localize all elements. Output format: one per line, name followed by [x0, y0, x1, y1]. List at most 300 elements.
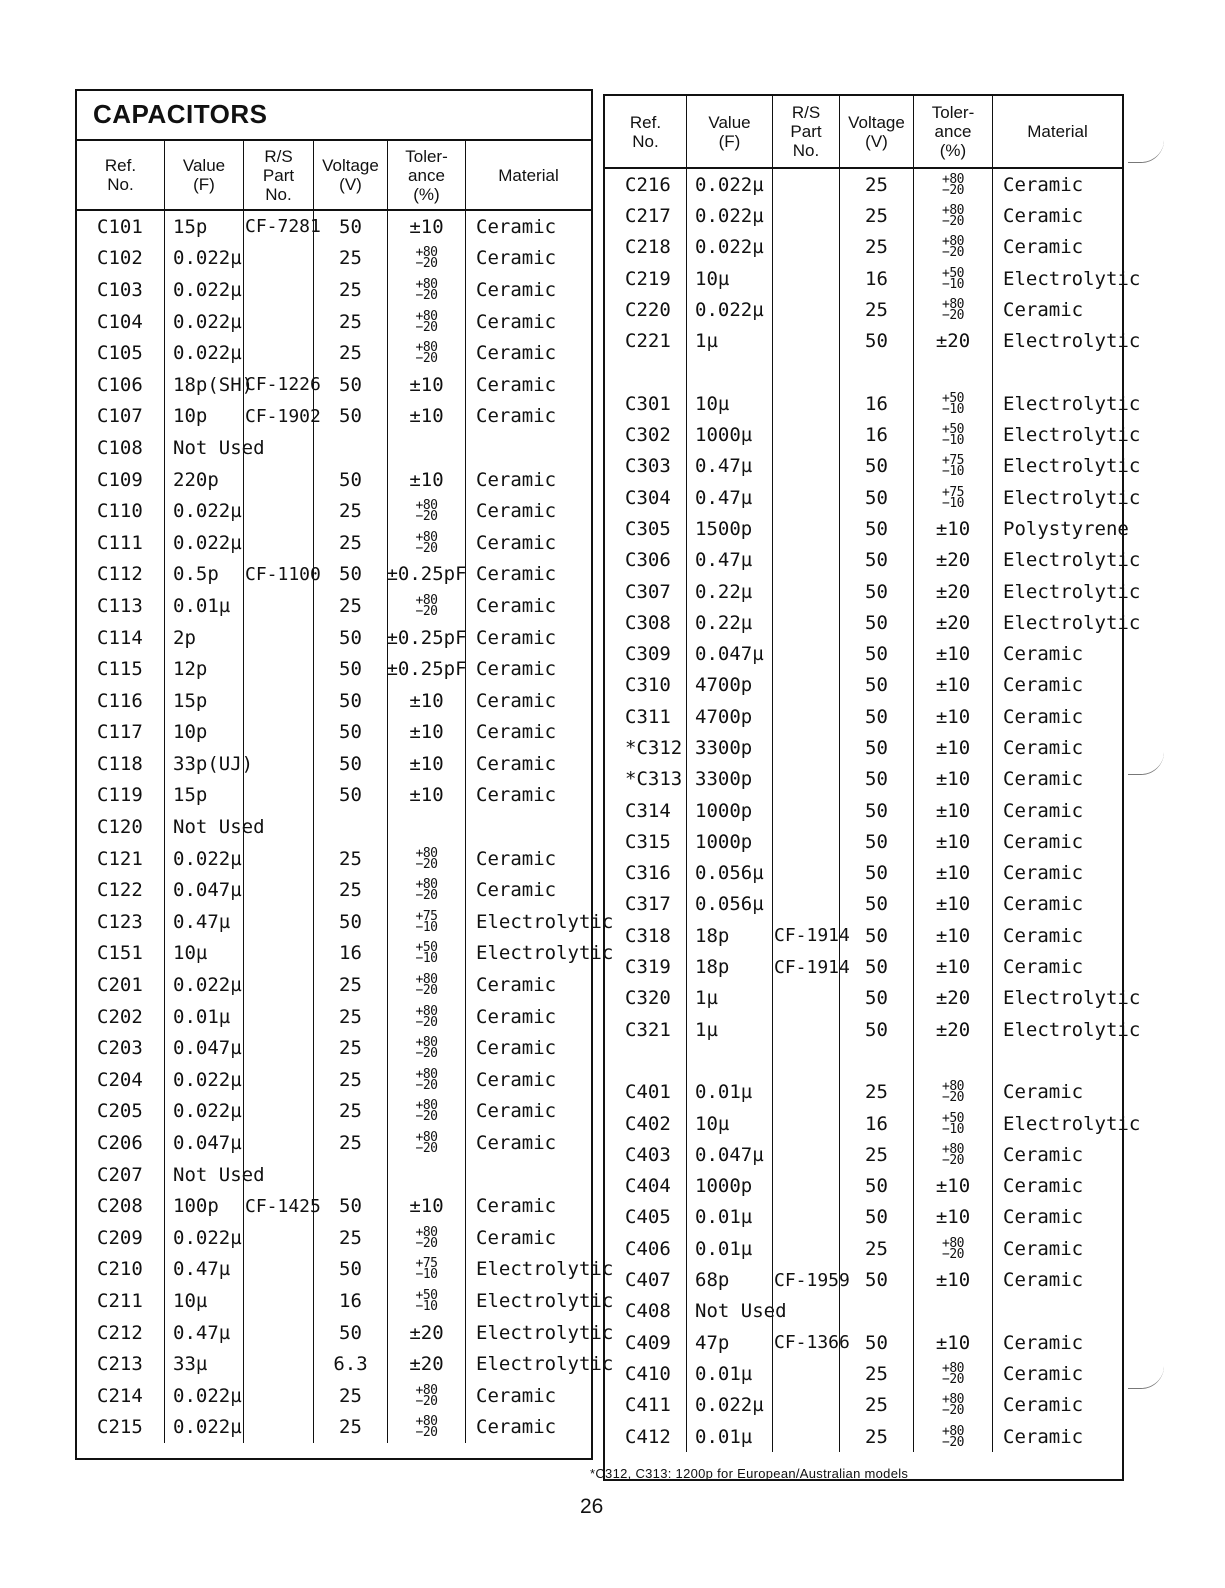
cell-material: Ceramic — [1003, 705, 1084, 728]
cell-tolerance — [388, 1412, 466, 1444]
cell-tolerance: ±10 — [388, 685, 466, 717]
cell-tolerance: ±10 — [388, 464, 466, 496]
cell-value: 0.47µ — [687, 451, 773, 482]
cell-tolerance: ±20 — [914, 1014, 993, 1045]
cell-material: Electrolytic — [1003, 330, 1141, 353]
cell-value: 0.022µ — [687, 294, 773, 325]
cell-value: 0.022µ — [687, 1390, 773, 1421]
cell-tolerance — [388, 590, 466, 622]
table-row — [77, 243, 591, 275]
header-material: Material — [1027, 122, 1088, 141]
cell-voltage: 50 — [314, 1254, 388, 1286]
cell-value: 0.022µ — [687, 169, 773, 200]
cell-tolerance: ±10 — [388, 780, 466, 812]
cell-voltage: 50 — [314, 211, 388, 243]
table-row — [77, 843, 591, 875]
cell-ref: C123 — [77, 906, 165, 938]
cell-part — [244, 306, 314, 338]
table-row — [605, 1202, 1122, 1233]
cell-material — [466, 1159, 591, 1191]
cell-part: CF-1959 — [773, 1264, 840, 1295]
cell-material: Ceramic — [1003, 298, 1084, 321]
cell-voltage: 50 — [314, 748, 388, 780]
cell-ref: C220 — [605, 294, 687, 325]
cell-value: 33µ — [165, 1348, 244, 1380]
tolerance-range: +80 −20 — [415, 245, 438, 272]
table-row — [605, 1296, 1122, 1327]
cell-part — [244, 811, 314, 843]
table-row — [77, 969, 591, 1001]
table-row — [77, 906, 614, 938]
table-row — [605, 826, 1122, 857]
cell-ref: C304 — [605, 482, 687, 513]
table-row — [605, 513, 1129, 544]
cell-ref: C307 — [605, 576, 687, 607]
header-voltage: Voltage (V) — [840, 96, 914, 167]
cell-part — [773, 732, 840, 763]
cell-value: 2p — [165, 622, 244, 654]
table-row — [605, 1171, 1122, 1202]
cell-material: Electrolytic — [1003, 392, 1141, 415]
cell-value: 3300p — [687, 764, 773, 795]
cell-voltage — [840, 1045, 914, 1076]
cell-part — [244, 622, 314, 654]
cell-ref: C120 — [77, 811, 165, 843]
cell-ref: C410 — [605, 1358, 687, 1389]
tolerance-range: +80 −20 — [415, 1382, 438, 1409]
cell-voltage: 16 — [840, 419, 914, 450]
cell-value: 1000p — [687, 795, 773, 826]
cell-tolerance: ±20 — [914, 325, 993, 356]
cell-ref: C212 — [77, 1317, 165, 1349]
cell-voltage: 50 — [840, 451, 914, 482]
table-row — [77, 1159, 591, 1191]
cell-value: 0.022µ — [165, 843, 244, 875]
cell-tolerance — [388, 938, 466, 970]
table-row — [77, 1348, 614, 1380]
cell-part — [773, 513, 840, 544]
cell-part — [773, 1233, 840, 1264]
cell-voltage: 16 — [840, 1108, 914, 1139]
cell-tolerance: ±10 — [914, 951, 993, 982]
cell-part: CF-1366 — [773, 1327, 840, 1358]
cell-ref: C221 — [605, 325, 687, 356]
table-row — [605, 764, 1122, 795]
cell-tolerance — [388, 1064, 466, 1096]
cell-material: Ceramic — [476, 752, 557, 775]
cell-part — [773, 1390, 840, 1421]
table-row — [605, 232, 1122, 263]
cell-material: Polystyrene — [1003, 517, 1129, 540]
tolerance-range: +80 −20 — [415, 877, 438, 904]
cell-material: Electrolytic — [476, 942, 614, 965]
cell-ref: C201 — [77, 969, 165, 1001]
cell-value: 3300p — [687, 732, 773, 763]
table-row — [77, 1254, 614, 1286]
cell-ref: C202 — [77, 1001, 165, 1033]
cell-material: Ceramic — [1003, 1425, 1084, 1448]
tolerance-range: +50 −10 — [415, 940, 438, 967]
cell-tolerance — [914, 1139, 993, 1170]
table-row — [77, 1412, 591, 1444]
table-row — [605, 576, 1141, 607]
cell-tolerance — [914, 1390, 993, 1421]
tolerance-range: +50 −10 — [942, 422, 964, 449]
cell-value: Not Used — [687, 1296, 773, 1327]
tolerance-range: +80 −20 — [415, 308, 438, 335]
cell-part — [244, 1285, 314, 1317]
cell-part — [244, 432, 314, 464]
cell-part — [244, 1412, 314, 1444]
cell-material: Ceramic — [1003, 173, 1084, 196]
footnote: *C312, C313: 1200p for European/Australian models — [590, 1466, 909, 1481]
cell-ref: C115 — [77, 653, 165, 685]
cell-value: 0.022µ — [165, 1222, 244, 1254]
table-row — [605, 1045, 1122, 1076]
tolerance-range: +80 −20 — [942, 1423, 964, 1450]
cell-value: 4700p — [687, 701, 773, 732]
tolerance-range: +50 −10 — [942, 265, 964, 292]
table-row — [77, 1127, 591, 1159]
cell-material: Ceramic — [1003, 830, 1084, 853]
cell-tolerance — [914, 169, 993, 200]
table-row — [77, 874, 591, 906]
cell-ref: C117 — [77, 717, 165, 749]
cell-tolerance: ±10 — [388, 748, 466, 780]
capacitor-table-right — [603, 94, 1141, 1481]
cell-part — [244, 1032, 314, 1064]
cell-ref: C211 — [77, 1285, 165, 1317]
cell-material: Ceramic — [1003, 1081, 1084, 1104]
cell-material: Ceramic — [1003, 1206, 1084, 1229]
cell-material: Ceramic — [476, 1037, 557, 1060]
cell-part: CF-1425 — [244, 1190, 314, 1222]
cell-tolerance — [388, 874, 466, 906]
cell-ref: C405 — [605, 1202, 687, 1233]
table-row — [77, 780, 591, 812]
cell-voltage: 25 — [314, 1032, 388, 1064]
table-header — [605, 96, 1122, 169]
cell-ref: C108 — [77, 432, 165, 464]
cell-material: Ceramic — [1003, 204, 1084, 227]
table-row — [77, 748, 591, 780]
table-row — [77, 559, 591, 591]
cell-part — [244, 243, 314, 275]
cell-value: 0.022µ — [165, 527, 244, 559]
cell-voltage: 50 — [840, 951, 914, 982]
cell-voltage: 25 — [314, 495, 388, 527]
cell-ref: C216 — [605, 169, 687, 200]
cell-value: 18p — [687, 951, 773, 982]
cell-tolerance: ±20 — [914, 607, 993, 638]
cell-material: Ceramic — [476, 342, 557, 365]
cell-part — [773, 1014, 840, 1045]
cell-part — [244, 969, 314, 1001]
cell-material: Ceramic — [1003, 893, 1084, 916]
table-row — [605, 294, 1122, 325]
cell-part — [773, 858, 840, 889]
cell-material: Electrolytic — [476, 1289, 614, 1312]
table-row — [77, 464, 591, 496]
cell-ref: C214 — [77, 1380, 165, 1412]
cell-voltage: 16 — [840, 263, 914, 294]
cell-tolerance: ±10 — [914, 1171, 993, 1202]
cell-part — [773, 638, 840, 669]
tolerance-range: +80 −20 — [415, 1066, 438, 1093]
cell-value: 0.022µ — [165, 306, 244, 338]
cell-ref: C122 — [77, 874, 165, 906]
cell-ref: C317 — [605, 889, 687, 920]
cell-voltage: 50 — [314, 685, 388, 717]
cell-value: 10p — [165, 717, 244, 749]
cell-material: Ceramic — [1003, 236, 1084, 259]
cell-material: Ceramic — [476, 247, 557, 270]
cell-voltage: 50 — [840, 701, 914, 732]
cell-value: 0.047µ — [165, 874, 244, 906]
cell-tolerance — [388, 969, 466, 1001]
tolerance-range: +80 −20 — [942, 171, 964, 198]
cell-ref: C318 — [605, 920, 687, 951]
cell-voltage: 25 — [314, 590, 388, 622]
cell-material: Electrolytic — [476, 1258, 614, 1281]
table-row — [77, 495, 591, 527]
header-material: Material — [498, 165, 559, 185]
cell-part — [773, 795, 840, 826]
header-tolerance: Toler- ance (%) — [388, 141, 466, 209]
cell-ref: C219 — [605, 263, 687, 294]
cell-material: Electrolytic — [1003, 549, 1141, 572]
cell-voltage: 50 — [314, 906, 388, 938]
table-row — [77, 622, 591, 654]
cell-ref: C101 — [77, 211, 165, 243]
cell-voltage: 50 — [840, 576, 914, 607]
cell-ref: C404 — [605, 1171, 687, 1202]
cell-ref: C209 — [77, 1222, 165, 1254]
cell-material — [466, 811, 591, 843]
cell-part — [244, 717, 314, 749]
cell-tolerance — [388, 495, 466, 527]
cell-material — [993, 1296, 1122, 1327]
cell-part — [773, 263, 840, 294]
cell-value: 33p(UJ) — [165, 748, 244, 780]
cell-tolerance — [914, 388, 993, 419]
cell-ref: C151 — [77, 938, 165, 970]
cell-voltage: 50 — [840, 1014, 914, 1045]
table-row — [605, 1077, 1122, 1108]
cell-value: 12p — [165, 653, 244, 685]
cell-ref: C208 — [77, 1190, 165, 1222]
cell-value: 18p — [687, 920, 773, 951]
cell-value: Not Used — [165, 811, 244, 843]
tolerance-range: +80 −20 — [942, 1141, 964, 1168]
cell-part — [244, 1380, 314, 1412]
cell-ref — [605, 1045, 687, 1076]
cell-part — [244, 1348, 314, 1380]
cell-tolerance: ±10 — [914, 795, 993, 826]
header-ref: Ref. No. — [605, 96, 687, 167]
cell-voltage: 50 — [840, 482, 914, 513]
cell-voltage — [314, 811, 388, 843]
cell-material: Ceramic — [476, 1416, 557, 1439]
table-row — [77, 527, 591, 559]
table-row — [605, 858, 1122, 889]
cell-voltage: 6.3 — [314, 1348, 388, 1380]
cell-voltage: 50 — [314, 1190, 388, 1222]
cell-material: Ceramic — [1003, 956, 1084, 979]
cell-tolerance — [388, 274, 466, 306]
cell-tolerance — [914, 1077, 993, 1108]
cell-tolerance — [914, 451, 993, 482]
cell-voltage: 25 — [840, 200, 914, 231]
cell-ref: C210 — [77, 1254, 165, 1286]
cell-material — [993, 1045, 1122, 1076]
cell-material: Ceramic — [1003, 1175, 1084, 1198]
cell-material: Electrolytic — [1003, 987, 1141, 1010]
cell-part — [244, 1096, 314, 1128]
cell-material: Ceramic — [1003, 1237, 1084, 1260]
tolerance-range: +80 −20 — [942, 234, 964, 261]
cell-voltage — [840, 357, 914, 388]
cell-tolerance: ±20 — [388, 1348, 466, 1380]
cell-voltage: 25 — [314, 1001, 388, 1033]
cell-voltage — [840, 1296, 914, 1327]
tolerance-range: +80 −20 — [415, 592, 438, 619]
cell-part — [773, 388, 840, 419]
cell-voltage: 25 — [314, 1380, 388, 1412]
cell-voltage: 16 — [314, 938, 388, 970]
table-body — [77, 211, 614, 1443]
cell-voltage: 25 — [840, 232, 914, 263]
cell-voltage — [314, 1159, 388, 1191]
cell-value: 1000p — [687, 1171, 773, 1202]
cell-part — [244, 527, 314, 559]
cell-voltage: 25 — [840, 1390, 914, 1421]
cell-voltage: 50 — [314, 717, 388, 749]
cell-ref: C203 — [77, 1032, 165, 1064]
cell-value: 0.47µ — [165, 1254, 244, 1286]
cell-ref: C319 — [605, 951, 687, 982]
cell-part — [773, 670, 840, 701]
cell-part — [244, 906, 314, 938]
cell-value: 0.047µ — [165, 1032, 244, 1064]
cell-ref: C215 — [77, 1412, 165, 1444]
cell-voltage: 50 — [840, 764, 914, 795]
table-row — [605, 1108, 1141, 1139]
cell-material: Electrolytic — [476, 1353, 614, 1376]
cell-tolerance — [914, 1421, 993, 1452]
table-row — [77, 401, 591, 433]
cell-ref: C302 — [605, 419, 687, 450]
cell-voltage: 50 — [840, 513, 914, 544]
cell-tolerance: ±20 — [914, 576, 993, 607]
cell-value: Not Used — [165, 1159, 244, 1191]
cell-voltage: 50 — [314, 369, 388, 401]
table-row — [605, 607, 1141, 638]
cell-tolerance: ±20 — [914, 545, 993, 576]
cell-voltage: 25 — [314, 1127, 388, 1159]
cell-material: Electrolytic — [1003, 580, 1141, 603]
cell-value: 0.047µ — [687, 638, 773, 669]
cell-tolerance — [388, 906, 466, 938]
cell-value: 0.01µ — [687, 1421, 773, 1452]
cell-tolerance — [914, 482, 993, 513]
cell-part — [244, 843, 314, 875]
cell-voltage: 50 — [840, 670, 914, 701]
cell-voltage: 25 — [314, 1222, 388, 1254]
table-row — [77, 1001, 591, 1033]
binder-hole-mark — [1128, 1366, 1164, 1389]
cell-material — [466, 432, 591, 464]
cell-part — [244, 337, 314, 369]
cell-ref: C411 — [605, 1390, 687, 1421]
cell-part — [244, 464, 314, 496]
cell-part — [773, 1045, 840, 1076]
cell-part — [773, 1358, 840, 1389]
cell-tolerance — [388, 811, 466, 843]
cell-ref: C407 — [605, 1264, 687, 1295]
header-value: Value (F) — [165, 141, 244, 209]
cell-tolerance: ±10 — [914, 732, 993, 763]
cell-tolerance — [914, 200, 993, 231]
cell-tolerance — [388, 1127, 466, 1159]
cell-voltage: 50 — [840, 545, 914, 576]
cell-value: 10µ — [687, 1108, 773, 1139]
tolerance-range: +50 −10 — [415, 1287, 438, 1314]
cell-value: 10p — [165, 401, 244, 433]
cell-value: 0.022µ — [165, 969, 244, 1001]
cell-part: CF-1914 — [773, 920, 840, 951]
cell-tolerance: ±10 — [388, 1190, 466, 1222]
cell-material: Electrolytic — [1003, 486, 1141, 509]
cell-part — [244, 1222, 314, 1254]
cell-voltage: 50 — [840, 920, 914, 951]
cell-value: 47p — [687, 1327, 773, 1358]
cell-value: 0.022µ — [165, 1064, 244, 1096]
cell-value: 0.022µ — [165, 337, 244, 369]
cell-tolerance — [388, 306, 466, 338]
cell-tolerance: ±10 — [388, 401, 466, 433]
cell-value: 0.022µ — [165, 274, 244, 306]
cell-tolerance: ±0.25pF — [388, 653, 466, 685]
tolerance-range: +80 −20 — [415, 1224, 438, 1251]
cell-ref: C118 — [77, 748, 165, 780]
table-row — [605, 325, 1141, 356]
cell-value: 0.01µ — [165, 1001, 244, 1033]
cell-material: Ceramic — [476, 1384, 557, 1407]
cell-part — [244, 1317, 314, 1349]
cell-ref: C320 — [605, 983, 687, 1014]
cell-part: CF-1226 — [244, 369, 314, 401]
cell-value: 0.022µ — [165, 1412, 244, 1444]
cell-material: Ceramic — [476, 689, 557, 712]
cell-value: 0.01µ — [687, 1358, 773, 1389]
cell-value: 15p — [165, 211, 244, 243]
cell-part — [773, 451, 840, 482]
cell-material: Electrolytic — [1003, 267, 1141, 290]
table-row — [605, 920, 1122, 951]
cell-ref: C114 — [77, 622, 165, 654]
cell-part — [244, 495, 314, 527]
table-row — [77, 1222, 591, 1254]
table-row — [605, 1421, 1122, 1452]
cell-value: 0.022µ — [165, 1096, 244, 1128]
cell-ref — [605, 357, 687, 388]
cell-voltage: 50 — [314, 1317, 388, 1349]
cell-tolerance: ±20 — [388, 1317, 466, 1349]
table-row — [605, 1390, 1122, 1421]
cell-ref: *C312 — [605, 732, 687, 763]
cell-ref: C119 — [77, 780, 165, 812]
